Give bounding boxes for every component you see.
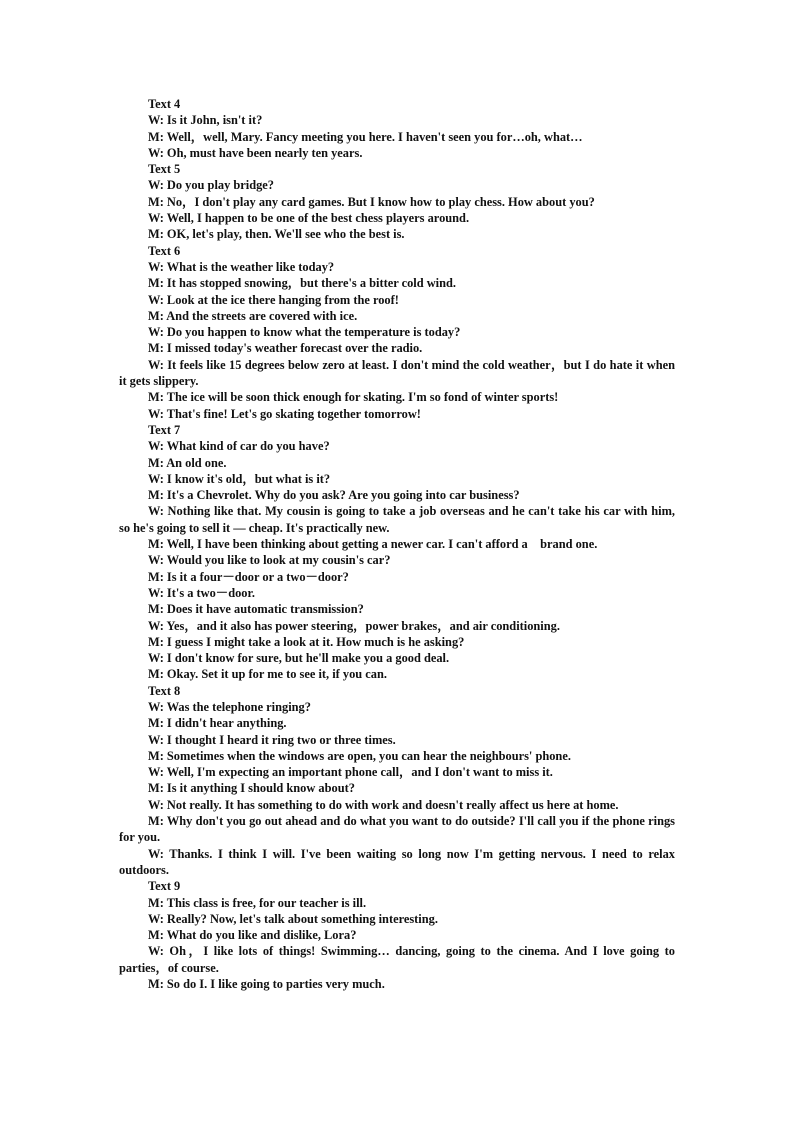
dialogue-line: W: Well, I'm expecting an important phone call，and I don't want to miss it.: [148, 765, 553, 780]
dialogue-line: W: Do you happen to know what the temperature is today?: [148, 325, 461, 340]
dialogue-line: M: Is it a four－door or a two－door?: [148, 569, 349, 584]
dialogue-line: W: Well, I happen to be one of the best chess players around.: [148, 211, 470, 226]
dialogue-line: W: Look at the ice there hanging from the roof!: [148, 292, 399, 307]
dialogue-line: W: Not really. It has something to do with work and doesn't really affect us here at home.: [148, 797, 619, 812]
dialogue-line: W: What is the weather like today?: [148, 259, 335, 274]
section-heading-text-7: Text 7: [148, 422, 181, 437]
dialogue-line: M: It's a Chevrolet. Why do you ask? Are you going into car business?: [148, 488, 520, 503]
dialogue-line: M: It has stopped snowing，but there's a bitter cold wind.: [148, 276, 456, 291]
dialogue-line: M: The ice will be soon thick enough for skating. I'm so fond of winter sports!: [148, 390, 559, 405]
dialogue-line: W: Is it John, isn't it?: [148, 113, 263, 128]
dialogue-line: W: I thought I heard it ring two or three times.: [148, 732, 396, 747]
dialogue-line: W: It feels like 15 degrees below zero at least. I don't mind the cold weather，but I do hate it when it gets slippery.: [119, 357, 675, 389]
dialogue-line: W: It's a two－door.: [148, 585, 255, 600]
dialogue-line: W: Nothing like that. My cousin is going to take a job overseas and he can't take his car with him, so he's going to sell it — cheap. It's practically new.: [119, 504, 675, 535]
dialogue-line: W: Would you like to look at my cousin's car?: [148, 553, 391, 568]
dialogue-line: M: This class is free, for our teacher is ill.: [148, 895, 367, 910]
dialogue-line: M: What do you like and dislike, Lora?: [148, 928, 357, 943]
section-heading-text-9: Text 9: [148, 879, 181, 894]
dialogue-line: M: Why don't you go out ahead and do what you want to do outside? I'll call you if the phone rings for you.: [119, 814, 675, 845]
dialogue-line: W: Was the telephone ringing?: [148, 699, 311, 714]
dialogue-line: M: I didn't hear anything.: [148, 716, 287, 731]
dialogue-line: M: Well，well, Mary. Fancy meeting you here. I haven't seen you for…oh, what…: [148, 129, 583, 144]
document-body: [119, 96, 675, 992]
dialogue-line: W: Yes，and it also has power steering，power brakes，and air conditioning.: [148, 618, 560, 633]
dialogue-line: W: That's fine! Let's go skating together tomorrow!: [148, 406, 421, 421]
dialogue-line: M: An old one.: [148, 455, 227, 470]
section-heading-text-5: Text 5: [148, 162, 181, 177]
dialogue-line: M: So do I. I like going to parties very much.: [148, 977, 385, 992]
dialogue-line: W: Really? Now, let's talk about something interesting.: [148, 911, 438, 926]
dialogue-line: M: Well, I have been thinking about getting a newer car. I can't afford a brand one.: [148, 537, 598, 552]
dialogue-line: W: Thanks. I think I will. I've been waiting so long now I'm getting nervous. I need to relax outdoors.: [119, 846, 675, 877]
section-heading-text-8: Text 8: [148, 683, 181, 698]
dialogue-line: M: OK, let's play, then. We'll see who the best is.: [148, 227, 405, 242]
dialogue-line: W: Oh，I like lots of things! Swimming… dancing, going to the cinema. And I love going to parties，of course.: [119, 944, 675, 975]
dialogue-line: M: Okay. Set it up for me to see it, if you can.: [148, 667, 387, 682]
dialogue-line: W: I know it's old，but what is it?: [148, 471, 331, 486]
dialogue-line: W: Do you play bridge?: [148, 178, 274, 193]
dialogue-line: M: Sometimes when the windows are open, you can hear the neighbours' phone.: [148, 748, 571, 763]
section-heading-text-4: Text 4: [148, 97, 181, 111]
dialogue-line: M: And the streets are covered with ice.: [148, 308, 358, 323]
dialogue-line: M: No，I don't play any card games. But I know how to play chess. How about you?: [148, 194, 595, 209]
dialogue-line: W: I don't know for sure, but he'll make you a good deal.: [148, 651, 450, 666]
dialogue-line: M: Does it have automatic transmission?: [148, 602, 364, 617]
dialogue-line: M: I missed today's weather forecast over the radio.: [148, 341, 423, 356]
section-heading-text-6: Text 6: [148, 243, 181, 258]
dialogue-line: M: Is it anything I should know about?: [148, 781, 355, 796]
dialogue-line: W: Oh, must have been nearly ten years.: [148, 145, 363, 160]
dialogue-line: W: What kind of car do you have?: [148, 439, 330, 454]
dialogue-line: M: I guess I might take a look at it. How much is he asking?: [148, 634, 465, 649]
